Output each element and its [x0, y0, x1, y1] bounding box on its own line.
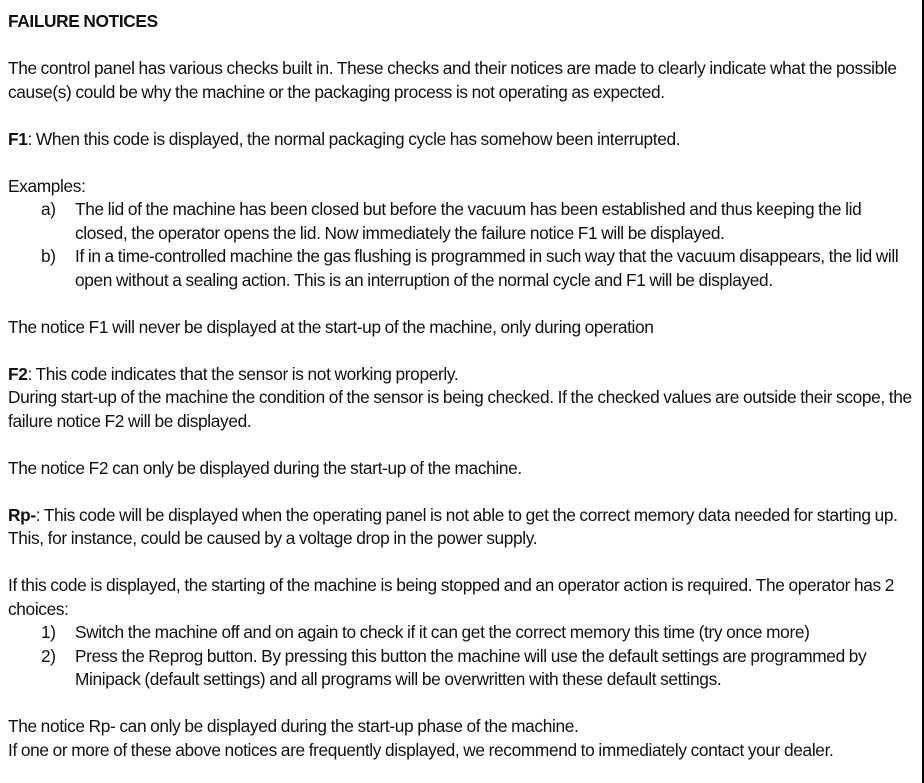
- list-item-text: The lid of the machine has been closed but before the vacuum has been established and thus keeping the lid closed, the operator opens the lid. Now immediately the failure notice F1 will be displayed.: [75, 199, 862, 243]
- spacer: [8, 151, 913, 175]
- closing-paragraph: If one or more of these above notices are frequently displayed, we recommend to immediately contact your dealer.: [8, 739, 834, 760]
- f1-description: [8, 128, 913, 152]
- f2-description-text: : This code indicates that the sensor is not working properly.: [27, 363, 459, 384]
- examples-label: Examples:: [8, 175, 86, 196]
- spacer: [8, 433, 913, 457]
- list-item: [8, 621, 913, 645]
- rp-code: Rp-: [8, 504, 36, 525]
- rp-note: The notice Rp- can only be displayed during the start-up phase of the machine.: [8, 716, 579, 736]
- list-marker: 1): [41, 622, 56, 642]
- list-marker: 2): [41, 645, 56, 666]
- f1-description-text: : When this code is displayed, the normal packaging cycle has somehow been interrupted.: [27, 128, 681, 149]
- f2-note: The notice F2 can only be displayed during the start-up of the machine.: [8, 457, 522, 478]
- f2-description: [8, 363, 913, 387]
- spacer: [8, 104, 913, 128]
- list-marker: b): [41, 246, 56, 266]
- rp-description: [8, 504, 913, 551]
- document-content: [8, 10, 913, 762]
- list-marker: a): [41, 199, 56, 219]
- spacer: [8, 34, 913, 58]
- rp-choices-list: [8, 621, 913, 692]
- spacer: [8, 339, 913, 363]
- list-item-text: If in a time-controlled machine the gas flushing is programmed in such way that the vacuum disappears, the lid will open without a sealing action. This is an interruption of the normal cycle and F1 will be displayed.: [75, 246, 899, 290]
- spacer: [8, 551, 913, 575]
- list-item-text: Press the Reprog button. By pressing this button the machine will use the default settings are programmed by Minipack (default settings) and all programs will be overwritten with these default settings.: [75, 645, 867, 689]
- f1-code: F1: [8, 128, 28, 149]
- f1-note: The notice F1 will never be displayed at the start-up of the machine, only during operation: [8, 316, 654, 337]
- spacer: [8, 292, 913, 316]
- spacer: [8, 692, 913, 716]
- f2-code: F2: [8, 363, 28, 384]
- f1-examples-list: [8, 198, 913, 292]
- list-item: [8, 645, 913, 692]
- list-item: [8, 245, 913, 292]
- rp-action-intro: If this code is displayed, the starting of the machine is being stopped and an operator action is required. The operator has 2 choices:: [8, 575, 895, 619]
- page-title: FAILURE NOTICES: [8, 11, 158, 31]
- intro-paragraph: The control panel has various checks built in. These checks and their notices are made to clearly indicate what the possible cause(s) could be why the machine or the packaging process is not operating as expected.: [8, 58, 897, 102]
- rp-description-text: : This code will be displayed when the operating panel is not able to get the correct memory data needed for starting up. This, for instance, could be caused by a voltage drop in the power supply.: [8, 504, 898, 548]
- f2-detail: During start-up of the machine the condition of the sensor is being checked. If the checked values are outside their scope, the failure notice F2 will be displayed.: [8, 387, 912, 431]
- list-item: [8, 198, 913, 245]
- list-item-text: Switch the machine off and on again to check if it can get the correct memory this time (try once more): [75, 622, 810, 642]
- spacer: [8, 480, 913, 504]
